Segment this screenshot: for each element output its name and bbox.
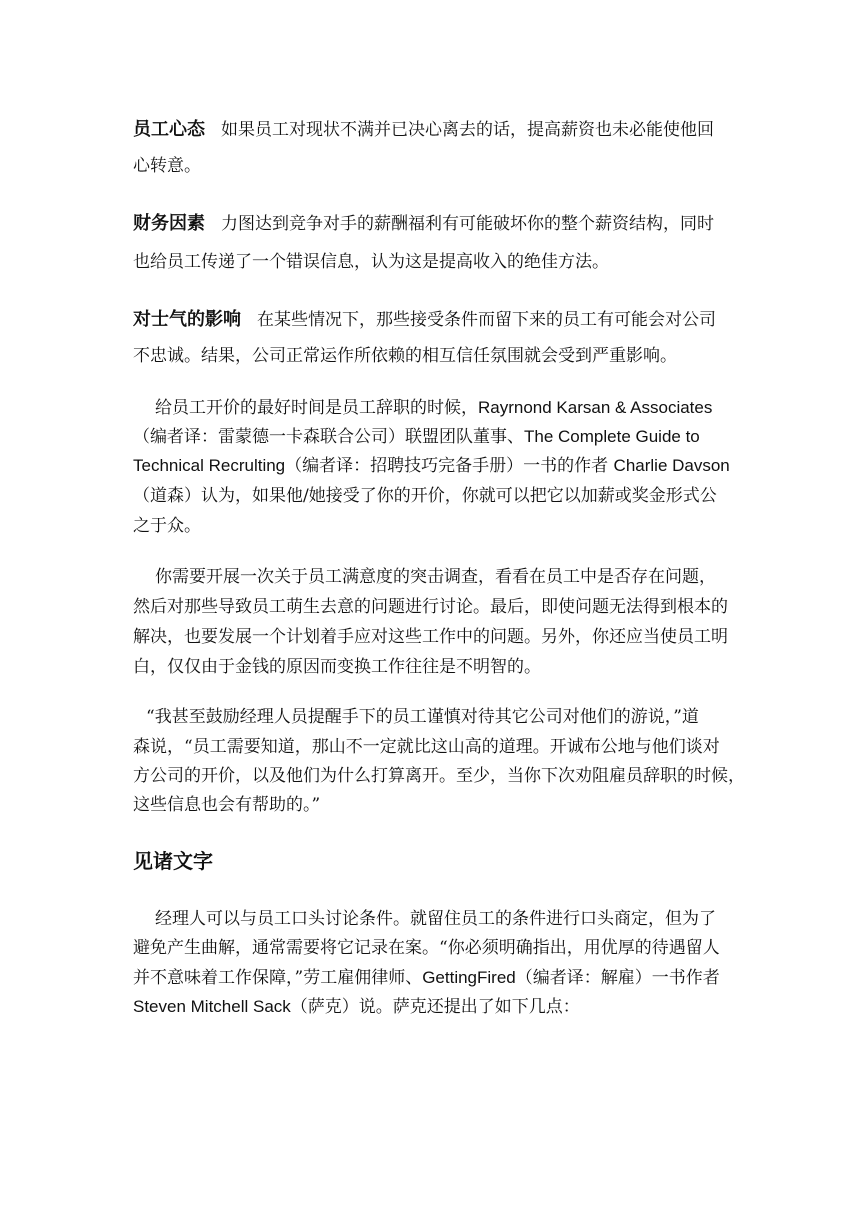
text-span: （萨克）说。萨克还提出了如下几点： — [290, 997, 580, 1017]
paragraph-line — [133, 967, 720, 989]
paragraph-line: 白，仅仅由于金钱的原因而变换工作往往是不明智的。 — [133, 657, 541, 677]
section-text: 如果员工对现状不满并已决心离去的话，提高薪资也未必能使他回 — [221, 120, 714, 140]
paragraph-line: 这些信息也会有帮助的。” — [133, 795, 321, 815]
section-text: 在某些情况下，那些接受条件而留下来的员工有可能会对公司 — [257, 310, 716, 330]
paragraph-line: 森说，“员工需要知道，那山不一定就比这山高的道理。开诚布公地与他们谈对 — [133, 737, 720, 757]
text-line: 心转意。 — [133, 156, 201, 176]
section-employee-mindset — [133, 119, 714, 141]
author-name: Charlie Davson — [613, 456, 730, 475]
author-name: Steven Mitchell Sack — [133, 997, 291, 1016]
term-label: 财务因素 — [133, 213, 205, 234]
paragraph-line: 方公司的开价，以及他们为什么打算离开。至少，当你下次劝阻雇员辞职的时候， — [133, 766, 745, 786]
section-text: 力图达到竞争对手的薪酬福利有可能破坏你的整个薪资结构，同时 — [221, 214, 714, 234]
text-line: 不忠诚。结果，公司正常运作所依赖的相互信任氛围就会受到严重影响。 — [133, 346, 677, 366]
text-span: （编者译：雷蒙德一卡森联合公司）联盟团队董事、 — [133, 427, 524, 447]
paragraph-line: “我甚至鼓励经理人员提醒手下的员工谨慎对待其它公司对他们的游说，”道 — [146, 707, 699, 727]
paragraph-line — [133, 426, 700, 448]
book-title: The Complete Guide to — [524, 427, 700, 446]
paragraph-line — [133, 996, 580, 1018]
paragraph-line: （道森）认为，如果他/她接受了你的开价，你就可以把它以加薪或奖金形式公 — [133, 486, 717, 506]
paragraph-line: 避免产生曲解，通常需要将它记录在案。“你必须明确指出，用优厚的待遇留人 — [133, 938, 720, 958]
book-title: GettingFired — [422, 968, 516, 987]
paragraph-line — [155, 397, 712, 419]
text-span: （编者译：招聘技巧完备手册）一书的作者 — [285, 456, 614, 476]
term-label: 员工心态 — [133, 119, 205, 140]
paragraph-line: 然后对那些导致员工萌生去意的问题进行讨论。最后，即使问题无法得到根本的 — [133, 597, 728, 617]
text-line: 也给员工传递了一个错误信息，认为这是提高收入的绝佳方法。 — [133, 252, 609, 272]
company-name: Rayrnond Karsan & Associates — [478, 398, 713, 417]
text-span: 给员工开价的最好时间是员工辞职的时候， — [155, 398, 478, 418]
paragraph-line: 之于众。 — [133, 516, 201, 536]
paragraph-line — [133, 455, 730, 477]
paragraph-line: 经理人可以与员工口头讨论条件。就留住员工的条件进行口头商定，但为了 — [155, 909, 716, 929]
text-span: （编者译：解雇）一书作者 — [515, 968, 720, 988]
term-label: 对士气的影响 — [133, 309, 241, 330]
paragraph-line: 你需要开展一次关于员工满意度的突击调查，看看在员工中是否存在问题， — [155, 567, 716, 587]
section-heading: 见诸文字 — [133, 849, 213, 873]
text-span: 并不意味着工作保障，”劳工雇佣律师、 — [133, 968, 423, 988]
book-title: Technical Recrulting — [133, 456, 286, 475]
section-morale-impact — [133, 309, 716, 331]
section-financial-factors — [133, 213, 714, 235]
paragraph-line: 解决，也要发展一个计划着手应对这些工作中的问题。另外，你还应当使员工明 — [133, 627, 728, 647]
